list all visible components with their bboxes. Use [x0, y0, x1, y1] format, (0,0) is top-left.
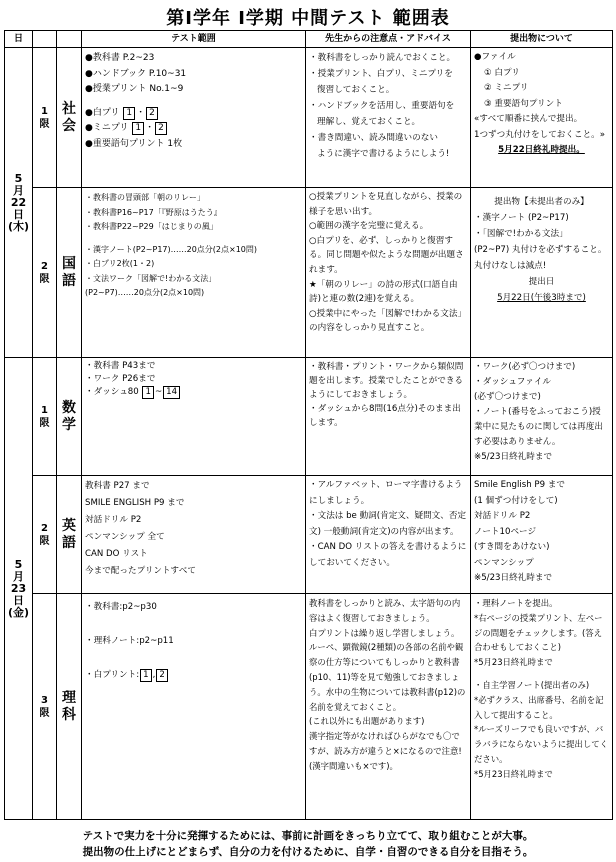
schedule-table: [4, 30, 613, 820]
subject-shakai: 社 会: [57, 48, 82, 188]
subject-eigo: 英 語: [57, 476, 82, 594]
range-rika: ・教科書:p2~p30 ・理科ノート:p2~p11 ・白プリント: 1 , 2: [82, 594, 306, 820]
footer-note: テストで実力を十分に発揮するためには、事前に計画をきっちり立てて、取り組むことが大事。 提出物の仕上げにとどまらず、自分の力を付けるために、自学・自習のできる自分を目指そう。: [82, 830, 534, 858]
submission-eigo: Smile English P9 まで (1 個ずつ付けをして) 対話ドリル P2 ノート10ページ (すき間をあけない) ペンマンシップ ※5/23日終礼時まで: [471, 476, 613, 594]
header-period-blank: [33, 31, 57, 48]
period-2-day2: 2 限: [33, 476, 57, 594]
period-1: 1 限: [33, 48, 57, 188]
range-sugaku: ・教科書 P43まで ・ワーク P26まで ・ダッシュ80 1 ~ 14: [82, 358, 306, 476]
range-shakai: ●教科書 P.2~23 ●ハンドブック P.10~31 ●授業プリント No.1~9 ●白プリ 1 ・ 2 ●ミニプリ 1 ・ 2 ●重要語句プリント 1枚: [82, 48, 306, 188]
range-kokugo: ・教科書の冒頭部「朝のリレー」 ・教科書P16~P17「『野原はうたう』 ・教科書P22~P29「はじまりの風」 ・漢字ノート(P2~P17)……20点分(2点×10問) ・白プリ2枚(1・2) ・文法ワーク「図解で!わかる文法」 (P2~P7)……20点分(2点×10問): [82, 188, 306, 358]
row-eigo: [5, 476, 613, 594]
period-3-day2: 3 限: [33, 594, 57, 820]
header-range: テスト範囲: [82, 31, 306, 48]
submission-shakai: ●ファイル ① 白プリ ② ミニプリ ③ 重要語句プリント «すべて順番に挟んで提出。 1つずつ丸付けをしておくこと。» 5月22日終礼時提出。: [471, 48, 613, 188]
advice-kokugo: ○授業プリントを見直しながら、授業の様子を思い出す。 ○範囲の漢字を完璧に覚える。 ○白プリを、必ず、しっかりと復習する。同じ問題や似たような問題が出題されます。 ★「朝のリレー」の詩の形式(口語自由詩)と連の数(2連)を覚える。 ○授業中にやった「図解で!わかる文法」の内容をしっかり見直すこと。: [306, 188, 471, 358]
advice-eigo: ・アルファベット、ローマ字書けるようにしましょう。 ・文法は be 動詞(肯定文、疑問文、否定文) 一般動詞(肯定文)の内容が出ます。 ・CAN DO リストの答えを書けるようにしておいてください。: [306, 476, 471, 594]
date-may23: 5 月 23 日 (金): [5, 358, 33, 820]
row-sugaku: [5, 358, 613, 476]
range-eigo: 教科書 P27 まで SMILE ENGLISH P9 まで 対話ドリル P2 ペンマンシップ 全て CAN DO リスト 今まで配ったプリントすべて: [82, 476, 306, 594]
advice-shakai: ・教科書をしっかり読んでおくこと。 ・授業プリント、白プリ、ミニプリを 復習しておくこと。 ・ハンドブックを活用し、重要語句を 理解し、覚えておくこと。 ・書き間違い、読み間違いのない ように漢字で書けるようにしよう!: [306, 48, 471, 188]
date-may22: 5 月 22 日 (木): [5, 48, 33, 358]
submission-sugaku: ・ワーク(必ず〇つけまで) ・ダッシュファイル (必ず〇つけまで) ・ノート(番号をふっておこう)授業中に見たものに関しては再度出す必要はありません。 ※5/23日終礼時まで: [471, 358, 613, 476]
header-advice: 先生からの注意点・アドバイス: [306, 31, 471, 48]
subject-rika: 理 科: [57, 594, 82, 820]
header-day: 日: [5, 31, 33, 48]
advice-rika: 教科書をしっかりと読み、太字語句の内容はよく復習しておきましょう。 白プリントは繰り返し学習しましょう。ルーペ、顕微鏡(2種類)の各部の名前や観察の仕方等についてもしっかりと教科書(p10、11)等を見て勉強しておきましょう。水中の生物については教科書(p12)の名前を覚えておくこと。 (これ以外にも出題があります) 漢字指定等がなければひらがなでも〇ですが、読み方が違うと×になるので注意!(漢字間違いも×です)。: [306, 594, 471, 820]
advice-sugaku: ・教科書・プリント・ワークから類似問題を出します。授業でしたことができるようにしておきましょう。 ・ダッシュから8問(16点分)そのまま出します。: [306, 358, 471, 476]
period-2: 2 限: [33, 188, 57, 358]
submission-kokugo: 提出物【未提出者のみ】 ・漢字ノート (P2~P17) ・「図解で!わかる文法」 (P2~P7) 丸付けを必ずすること。丸付けなしは減点! 提出日 5月22日(午後3時まで): [471, 188, 613, 358]
row-rika: [5, 594, 613, 820]
row-shakai: [5, 48, 613, 188]
period-1-day2: 1 限: [33, 358, 57, 476]
header-subject-blank: [57, 31, 82, 48]
subject-sugaku: 数 学: [57, 358, 82, 476]
submission-rika: ・理科ノートを提出。 *右ページの授業プリント、左ページの問題をチェックします。(答え合わせもしておくこと) *5月23日終礼時まで ・自主学習ノート(提出者のみ) *必ずクラス、出席番号、名前を記入して提出すること。 *ルーズリーフでも良いですが、バラバラにならないように提出してください。 *5月23日終礼時まで: [471, 594, 613, 820]
header-submission: 提出物について: [471, 31, 613, 48]
page-title: 第Ⅰ学年 Ⅰ学期 中間テスト 範囲表: [166, 8, 450, 29]
subject-kokugo: 国 語: [57, 188, 82, 358]
row-kokugo: [5, 188, 613, 358]
header-row: [5, 31, 613, 48]
